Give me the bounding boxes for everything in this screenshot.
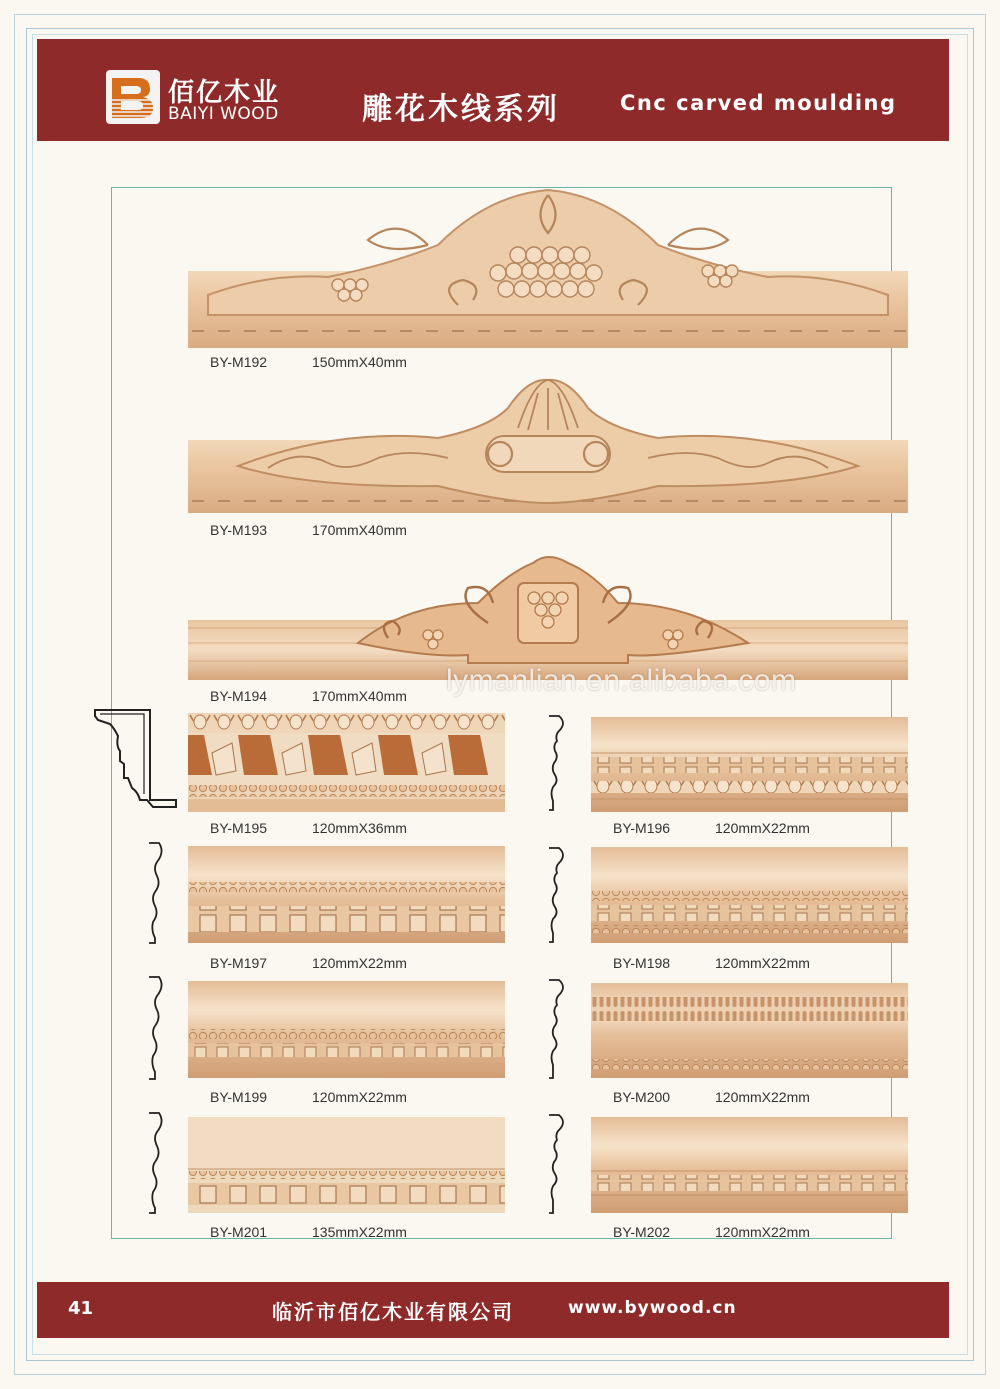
product-photo-by-m200	[591, 983, 908, 1078]
product-code: BY-M196	[613, 820, 671, 836]
profile-drawing-by-m198-icon	[541, 845, 575, 945]
profile-drawing-by-m199-icon	[139, 974, 173, 1082]
product-size: 120mmX22mm	[715, 820, 810, 836]
product-photo-by-m196	[591, 717, 908, 812]
page-title-cn: 雕花木线系列	[362, 92, 560, 127]
product-code: BY-M200	[613, 1089, 671, 1105]
product-photo-by-m195	[188, 713, 505, 812]
page-title-en: Cnc carved moulding	[620, 91, 897, 115]
product-photo-by-m198	[591, 847, 908, 943]
product-size: 120mmX22mm	[312, 1089, 407, 1105]
product-size: 170mmX40mm	[312, 688, 407, 704]
profile-drawing-by-m197-icon	[139, 840, 173, 946]
product-size: 170mmX40mm	[312, 522, 407, 538]
product-code: BY-M194	[210, 688, 268, 704]
caption-by-m193	[210, 522, 407, 538]
watermark-text: lymanlian.en.alibaba.com	[446, 664, 797, 697]
product-photo-by-m199	[188, 981, 505, 1078]
product-code: BY-M193	[210, 522, 268, 538]
product-code: BY-M202	[613, 1224, 671, 1240]
product-size: 135mmX22mm	[312, 1224, 407, 1240]
website-link[interactable]: www.bywood.cn	[568, 1298, 737, 1318]
product-photo-by-m192	[188, 185, 908, 348]
product-code: BY-M201	[210, 1224, 268, 1240]
product-code: BY-M198	[613, 955, 671, 971]
product-code: BY-M192	[210, 354, 268, 370]
product-code: BY-M197	[210, 955, 268, 971]
brand-name-cn: 佰亿木业	[168, 78, 281, 108]
product-photo-by-m197	[188, 846, 505, 943]
profile-drawing-by-m195-icon	[92, 706, 184, 812]
caption-by-m197	[210, 955, 407, 971]
product-photo-by-m194	[188, 543, 908, 680]
product-photo-by-m193	[188, 378, 908, 513]
profile-drawing-by-m200-icon	[541, 977, 575, 1081]
product-size: 120mmX22mm	[715, 955, 810, 971]
caption-by-m201	[210, 1224, 407, 1240]
profile-drawing-by-m201-icon	[139, 1110, 173, 1216]
product-photo-by-m201	[188, 1117, 505, 1213]
product-size: 120mmX22mm	[312, 955, 407, 971]
caption-by-m200	[613, 1089, 810, 1105]
caption-by-m196	[613, 820, 810, 836]
page-number: 41	[68, 1298, 94, 1319]
product-photo-by-m202	[591, 1117, 908, 1213]
product-size: 120mmX36mm	[312, 820, 407, 836]
profile-drawing-by-m196-icon	[541, 713, 575, 813]
profile-drawing-by-m202-icon	[541, 1112, 575, 1216]
brand-logo-icon	[106, 70, 160, 124]
company-name: 临沂市佰亿木业有限公司	[272, 1300, 514, 1324]
caption-by-m198	[613, 955, 810, 971]
product-code: BY-M199	[210, 1089, 268, 1105]
product-size: 150mmX40mm	[312, 354, 407, 370]
product-code: BY-M195	[210, 820, 268, 836]
caption-by-m195	[210, 820, 407, 836]
brand-logo	[106, 70, 160, 124]
caption-by-m202	[613, 1224, 810, 1240]
caption-by-m192	[210, 354, 407, 370]
product-size: 120mmX22mm	[715, 1224, 810, 1240]
caption-by-m194	[210, 688, 407, 704]
caption-by-m199	[210, 1089, 407, 1105]
brand-name-en: BAIYI WOOD	[168, 104, 279, 124]
product-size: 120mmX22mm	[715, 1089, 810, 1105]
